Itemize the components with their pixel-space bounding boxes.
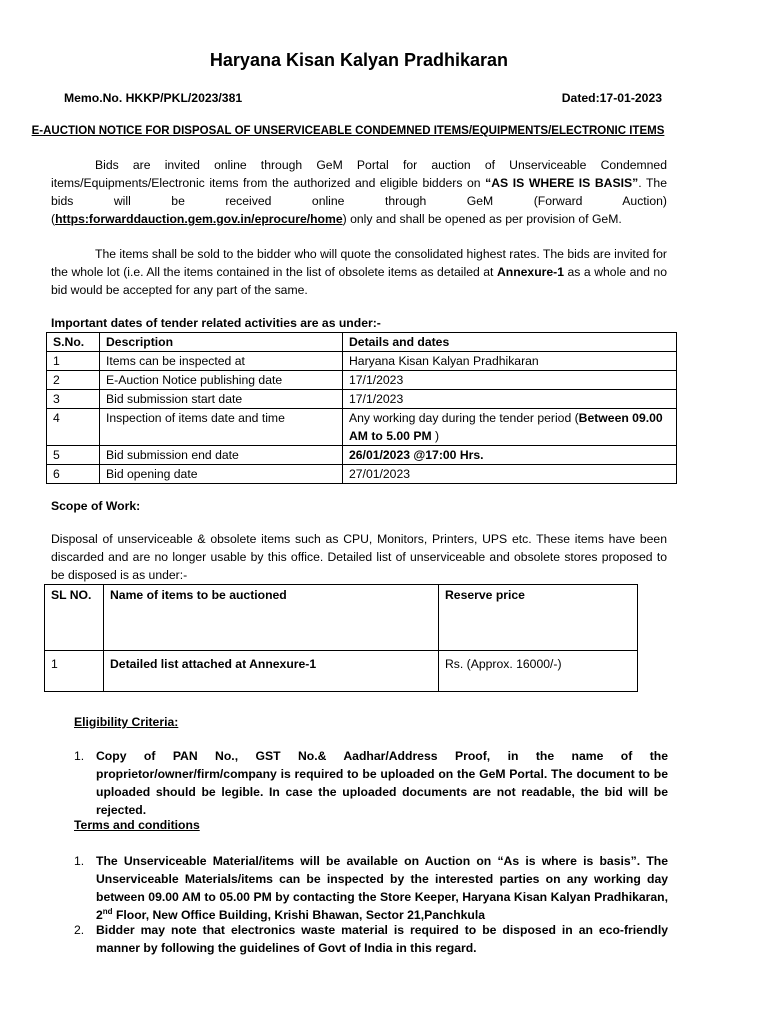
intro-text-2: . The bids will be received online through GeM (Forward Auction) ( <box>51 176 667 226</box>
table-row <box>47 465 677 484</box>
lot-text-1: The items shall be sold to the bidder who will quote the consolidated highest rates. The bids are invited for the whole lot (i.e. All the items contained in the list of obsolete items as detailed at <box>51 247 667 279</box>
row-details: 17/1/2023 <box>343 371 677 390</box>
table-row <box>47 371 677 390</box>
lot-paragraph <box>51 245 667 299</box>
memo-date: Dated:17-01-2023 <box>561 91 662 105</box>
scope-paragraph: Disposal of unserviceable & obsolete items such as CPU, Monitors, Printers, UPS etc. These items have been discarded and are no longer usable by this office. Detailed list of unserviceable and obsolete stores proposed to be disposed is as under:- <box>51 532 667 582</box>
row-details: 26/01/2023 @17:00 Hrs. <box>343 446 677 465</box>
intro-basis: “AS IS WHERE IS BASIS” <box>485 176 639 190</box>
intro-paragraph <box>51 156 667 228</box>
row-details: 17/1/2023 <box>343 390 677 409</box>
row-sno: 2 <box>47 371 100 390</box>
table-row <box>47 390 677 409</box>
notice-subject: E-AUCTION NOTICE FOR DISPOSAL OF UNSERVICEABLE CONDEMNED ITEMS/EQUIPMENTS/ELECTRONIC ITEMS <box>31 125 665 137</box>
header-item-name: Name of items to be auctioned <box>104 585 439 651</box>
header-sno: S.No. <box>47 333 100 352</box>
eligibility-heading: Eligibility Criteria: <box>74 715 179 729</box>
row-description: E-Auction Notice publishing date <box>100 371 343 390</box>
document-title: Haryana Kisan Kalyan Pradhikaran <box>209 50 509 70</box>
row-details-bold: Between 09.00 AM to 5.00 PM <box>349 411 663 443</box>
items-table-header <box>45 585 638 651</box>
list-item-number: 2. <box>74 923 85 937</box>
header-reserve-price: Reserve price <box>439 585 638 651</box>
row-details: Haryana Kisan Kalyan Pradhikaran <box>343 352 677 371</box>
list-item-text: Copy of PAN No., GST No.& Aadhar/Address Proof, in the name of the proprietor/owner/firm/company is required to be uploaded on the GeM Portal. The document to be uploaded should be legible. In case the uploaded documents are not readable, the bid will be rejected. <box>96 749 668 817</box>
row-description: Inspection of items date and time <box>100 409 343 446</box>
row-details: 27/01/2023 <box>343 465 677 484</box>
table-row <box>45 651 638 692</box>
lot-annexure: Annexure-1 <box>496 265 565 279</box>
intro-text-3: ) only and shall be opened as per provision of GeM. <box>342 212 622 226</box>
memo-number: Memo.No. HKKP/PKL/2023/381 <box>64 91 243 105</box>
row-details <box>343 409 677 446</box>
header-sl-no: SL NO. <box>45 585 104 651</box>
floor-ordinal: nd <box>102 906 113 916</box>
term-basis: “As is where is basis” <box>497 854 637 868</box>
list-item <box>74 747 668 819</box>
row-sno: 1 <box>47 352 100 371</box>
scope-heading: Scope of Work: <box>51 499 141 513</box>
table-row <box>47 352 677 371</box>
term-text-2: . The Unserviceable Materials/items can be inspected by the interested parties on any working day between 09.00 AM to 05.00 PM by contacting the Store Keeper, Haryana Kisan Kalyan Pradhikaran, 2 <box>96 854 669 922</box>
lot-text-2: as a whole and no bid would be accepted for any part of the same. <box>51 265 667 297</box>
row-reserve-price: Rs. (Approx. 16000/-) <box>439 651 638 692</box>
dates-table <box>46 332 677 484</box>
row-description: Items can be inspected at <box>100 352 343 371</box>
table-row <box>47 409 677 446</box>
row-description: Bid submission end date <box>100 446 343 465</box>
row-details-text: Any working day during the tender period ( <box>349 411 579 425</box>
list-item-text <box>96 852 668 924</box>
list-item <box>74 852 668 924</box>
table-row <box>47 446 677 465</box>
gem-portal-link[interactable]: https:forwarddauction.gem.gov.in/eprocure/home <box>55 212 343 226</box>
row-details-tail: ) <box>431 429 440 443</box>
row-sno: 5 <box>47 446 100 465</box>
dates-table-header <box>47 333 677 352</box>
row-sno: 6 <box>47 465 100 484</box>
header-details: Details and dates <box>343 333 677 352</box>
dates-heading: Important dates of tender related activities are as under:- <box>51 316 381 330</box>
row-sno: 3 <box>47 390 100 409</box>
term-text-1: The Unserviceable Material/items will be available on Auction on <box>96 854 498 868</box>
row-sno: 4 <box>47 409 100 446</box>
row-description: Bid opening date <box>100 465 343 484</box>
list-item-text: Bidder may note that electronics waste material is required to be disposed in an eco-friendly manner by following the guidelines of Govt of India in this regard. <box>96 923 668 955</box>
list-item <box>74 921 668 957</box>
row-sl-no: 1 <box>45 651 104 692</box>
header-description: Description <box>100 333 343 352</box>
term-text-3: Floor, New Office Building, Krishi Bhawan, Sector 21,Panchkula <box>112 908 486 922</box>
list-item-number: 1. <box>74 854 85 868</box>
items-table <box>44 584 638 692</box>
row-item-name: Detailed list attached at Annexure-1 <box>104 651 439 692</box>
terms-heading: Terms and conditions <box>74 818 200 832</box>
row-description: Bid submission start date <box>100 390 343 409</box>
list-item-number: 1. <box>74 749 85 763</box>
intro-text-1: Bids are invited online through GeM Portal for auction of Unserviceable Condemned items/Equipments/Electronic items from the authorized and eligible bidders on <box>51 158 667 190</box>
